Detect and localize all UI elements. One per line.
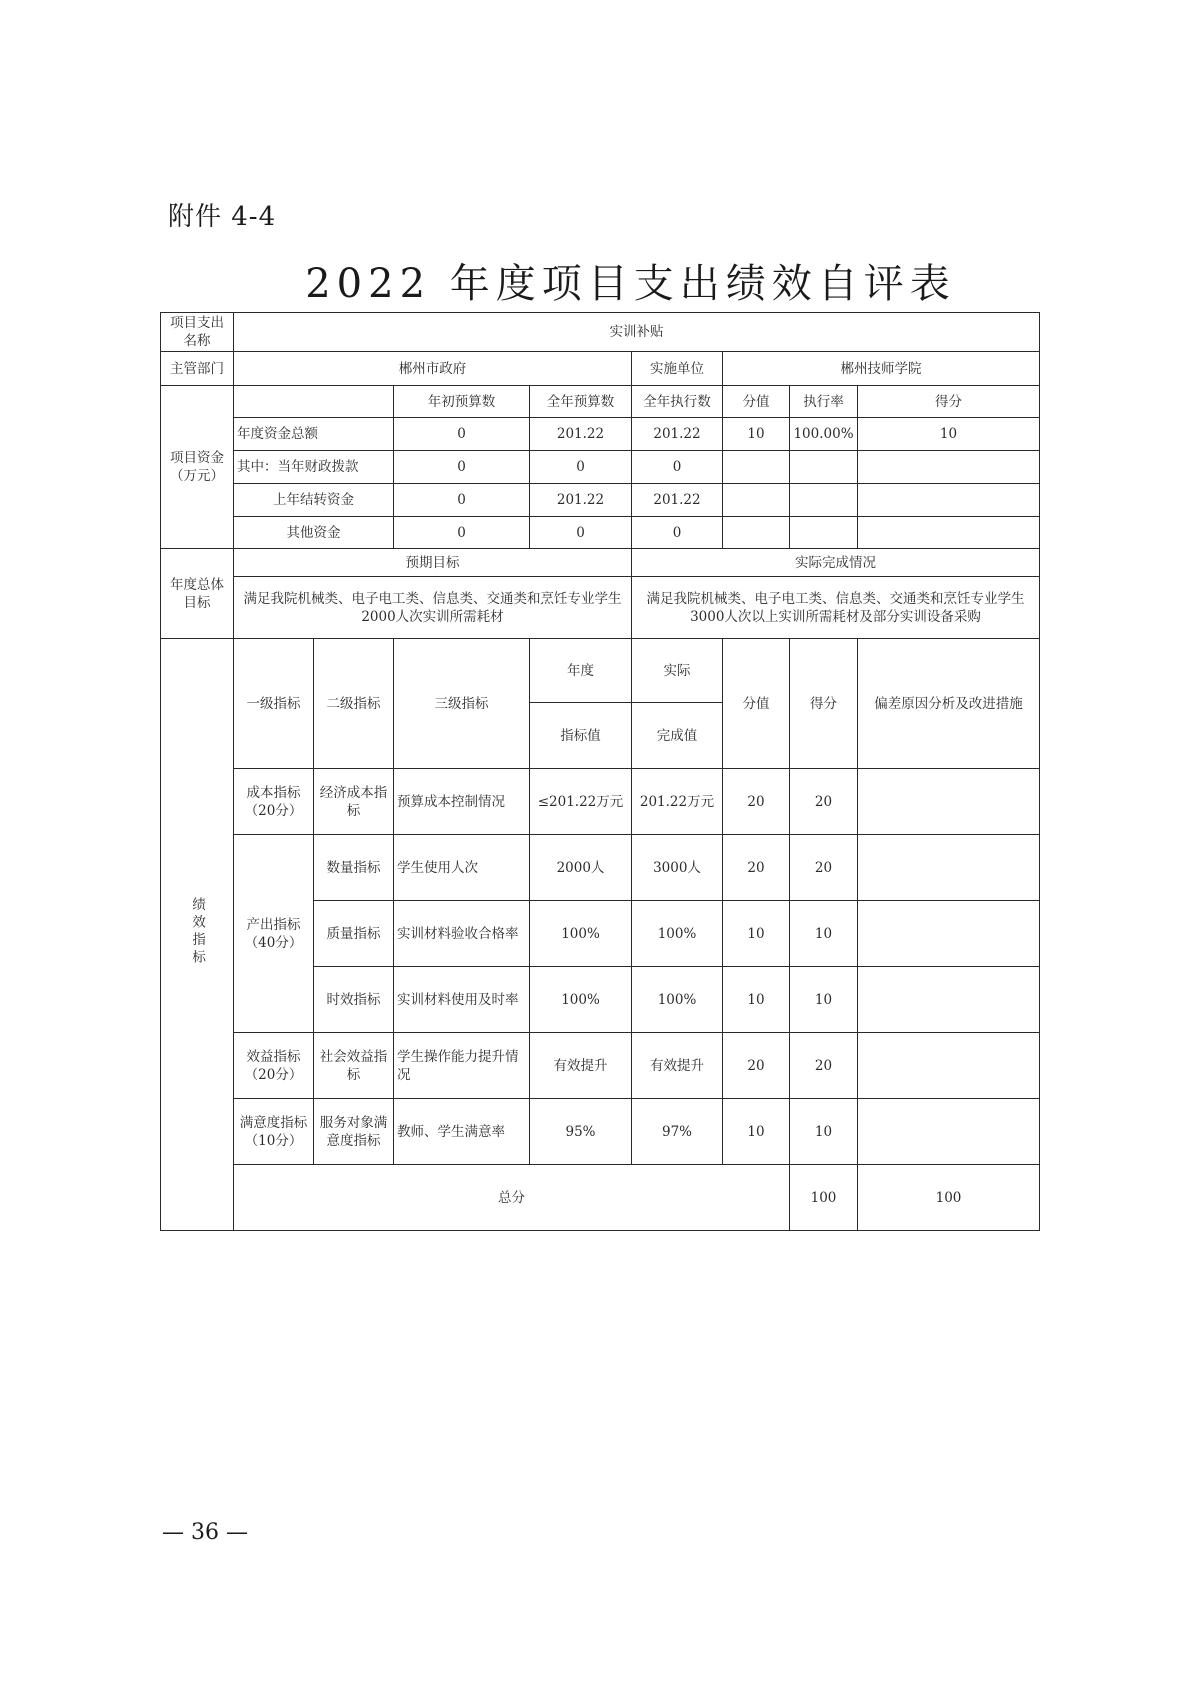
score-cell: 10 [790,901,858,967]
funds-cell [858,517,1040,549]
target-cell: 100% [530,901,632,967]
funds-cell: 0 [530,517,632,549]
actual-header: 实际完成情况 [632,549,1040,577]
actual-cell: 3000人 [632,835,723,901]
total-value: 100 [790,1165,858,1231]
total-score: 100 [858,1165,1040,1231]
funds-cell [858,484,1040,517]
funds-cell [858,451,1040,484]
actual-cell: 100% [632,901,723,967]
funds-cell: 0 [530,451,632,484]
perf-label: 绩效指标 [161,639,234,1231]
note-cell [858,835,1040,901]
score-header: 得分 [790,639,858,769]
actual-cell: 201.22万元 [632,769,723,835]
funds-header-2: 全年执行数 [632,386,723,418]
level3-cell: 预算成本控制情况 [394,769,530,835]
funds-header-0: 年初预算数 [394,386,530,418]
implementer-label: 实施单位 [632,352,723,386]
funds-row-label: 其中：当年财政拨款 [234,451,394,484]
level2-cell: 质量指标 [314,901,394,967]
value-cell: 20 [723,1033,790,1099]
score-cell: 10 [790,1099,858,1165]
actual-cell: 97% [632,1099,723,1165]
expected-header: 预期目标 [234,549,632,577]
target-cell: ≤201.22万元 [530,769,632,835]
target-cell: 100% [530,967,632,1033]
funds-cell: 201.22 [632,484,723,517]
funds-header-blank [234,386,394,418]
note-cell [858,1099,1040,1165]
note-cell [858,967,1040,1033]
score-value-header: 分值 [723,639,790,769]
value-cell: 10 [723,901,790,967]
level1-cell: 产出指标（40分） [234,835,314,1033]
note-cell [858,1033,1040,1099]
funds-header-4: 执行率 [790,386,858,418]
performance-table [160,312,1040,1231]
level1-header: 一级指标 [234,639,314,769]
level2-cell: 数量指标 [314,835,394,901]
total-label: 总分 [234,1165,790,1231]
year-header: 年度 [530,639,632,703]
department-label: 主管部门 [161,352,234,386]
score-cell: 20 [790,769,858,835]
goals-label: 年度总体目标 [161,549,234,639]
funds-cell: 0 [394,451,530,484]
level3-header: 三级指标 [394,639,530,769]
funds-cell [790,517,858,549]
actual-cell: 有效提升 [632,1033,723,1099]
value-cell: 20 [723,835,790,901]
funds-cell [790,451,858,484]
project-name-value: 实训补贴 [234,313,1040,352]
value-cell: 10 [723,1099,790,1165]
funds-cell: 201.22 [530,418,632,451]
level2-cell: 时效指标 [314,967,394,1033]
page-number: — 36 — [162,1520,248,1545]
funds-cell: 0 [394,484,530,517]
note-cell [858,769,1040,835]
note-cell [858,901,1040,967]
funds-cell: 100.00% [790,418,858,451]
funds-row-label: 年度资金总额 [234,418,394,451]
level2-cell: 经济成本指标 [314,769,394,835]
level3-cell: 学生使用人次 [394,835,530,901]
actual-sub-header: 完成值 [632,703,723,769]
level3-cell: 实训材料使用及时率 [394,967,530,1033]
year-sub-header: 指标值 [530,703,632,769]
funds-label: 项目资金（万元） [161,386,234,549]
funds-cell [723,517,790,549]
funds-header-1: 全年预算数 [530,386,632,418]
funds-cell: 10 [858,418,1040,451]
level3-cell: 学生操作能力提升情况 [394,1033,530,1099]
level2-cell: 社会效益指标 [314,1033,394,1099]
funds-cell: 201.22 [632,418,723,451]
funds-cell [723,484,790,517]
funds-cell: 10 [723,418,790,451]
level1-cell: 效益指标（20分） [234,1033,314,1099]
funds-header-3: 分值 [723,386,790,418]
expected-goal: 满足我院机械类、电子电工类、信息类、交通类和烹饪专业学生2000人次实训所需耗材 [234,577,632,639]
page-title: 2022 年度项目支出绩效自评表 [305,261,956,307]
level2-header: 二级指标 [314,639,394,769]
target-cell: 2000人 [530,835,632,901]
funds-row-label: 其他资金 [234,517,394,549]
level3-cell: 实训材料验收合格率 [394,901,530,967]
funds-cell [790,484,858,517]
funds-cell: 201.22 [530,484,632,517]
level2-cell: 服务对象满意度指标 [314,1099,394,1165]
attachment-label: 附件 4-4 [168,202,277,232]
value-cell: 20 [723,769,790,835]
score-cell: 10 [790,967,858,1033]
funds-row-label: 上年结转资金 [234,484,394,517]
implementer-value: 郴州技师学院 [723,352,1040,386]
score-cell: 20 [790,835,858,901]
funds-cell: 0 [632,451,723,484]
value-cell: 10 [723,967,790,1033]
target-cell: 有效提升 [530,1033,632,1099]
score-cell: 20 [790,1033,858,1099]
department-value: 郴州市政府 [234,352,632,386]
actual-result: 满足我院机械类、电子电工类、信息类、交通类和烹饪专业学生3000人次以上实训所需耗材及部分实训设备采购 [632,577,1040,639]
target-cell: 95% [530,1099,632,1165]
funds-cell: 0 [394,418,530,451]
deviation-header: 偏差原因分析及改进措施 [858,639,1040,769]
funds-cell: 0 [632,517,723,549]
actual-header: 实际 [632,639,723,703]
project-name-label: 项目支出名称 [161,313,234,352]
funds-cell: 0 [394,517,530,549]
actual-cell: 100% [632,967,723,1033]
funds-cell [723,451,790,484]
level1-cell: 满意度指标（10分） [234,1099,314,1165]
level1-cell: 成本指标（20分） [234,769,314,835]
funds-header-5: 得分 [858,386,1040,418]
level3-cell: 教师、学生满意率 [394,1099,530,1165]
